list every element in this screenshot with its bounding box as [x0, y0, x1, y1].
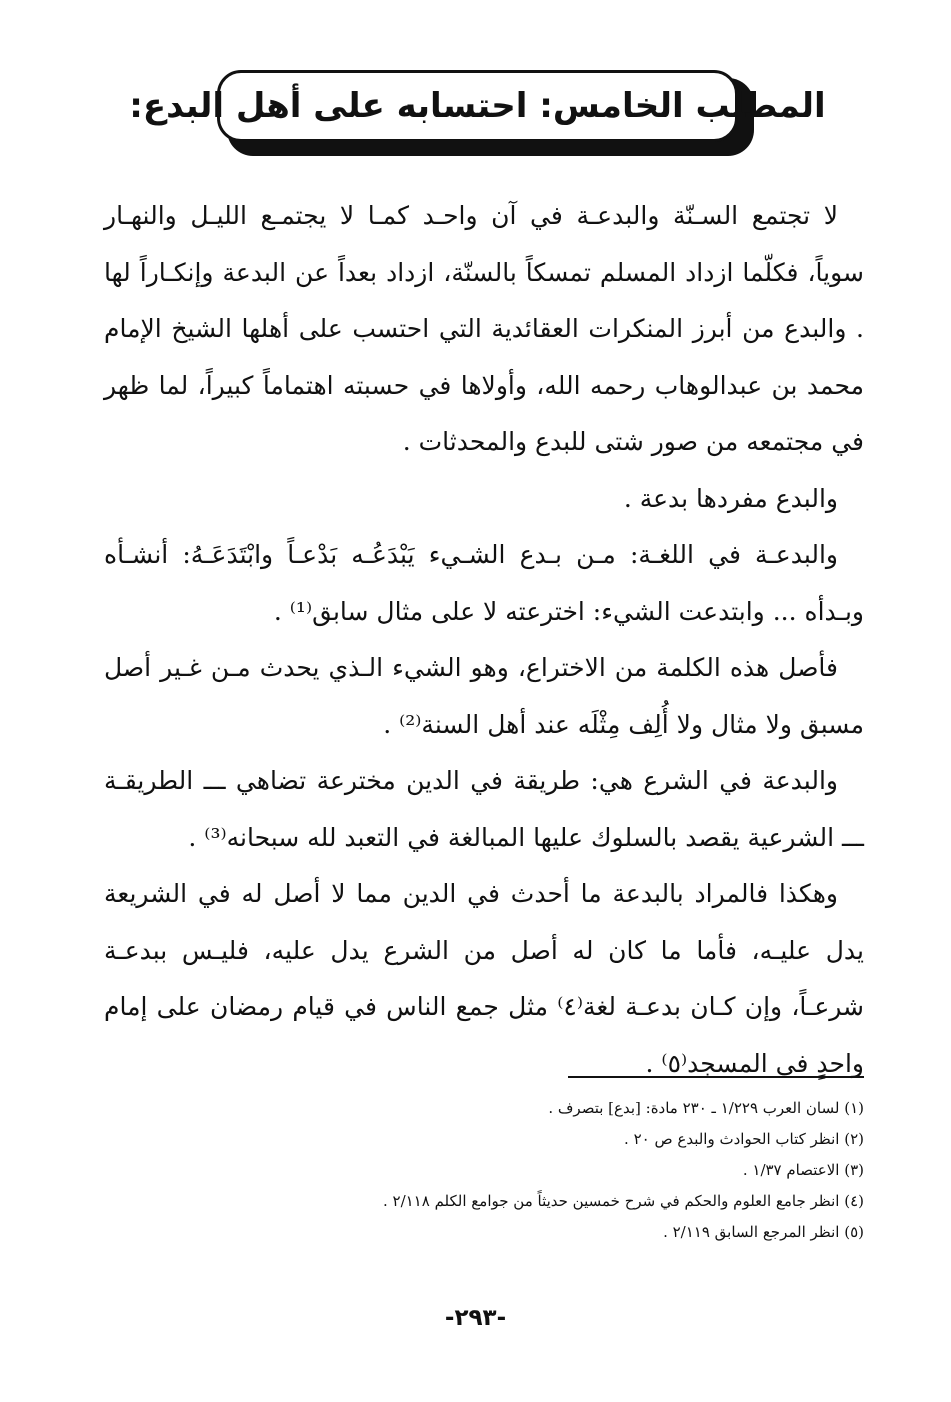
- footnote-3: (٣) الاعتصام ١/٣٧ .: [742, 1161, 864, 1179]
- footnote-4: (٤) انظر جامع العلوم والحكم في شرح خمسين حديثاً من جوامع الكلم ٢/١١٨ .: [382, 1192, 864, 1210]
- body-text: [104, 188, 864, 1092]
- paragraph-linguistic-definition: والبدعـة في اللغـة: مـن بـدع الشـيء يَبْدَعُـه بَدْعـاً وابْتَدَعَـهُ: أنشـأه وبـدأه ... وابتدعت الشيء: اخترعته لا على مثال سابق⁽¹⁾ .: [104, 540, 864, 626]
- paragraph-conclusion: وهكذا فالمراد بالبدعة ما أحدث في الدين مما لا أصل له في الشريعة يدل عليـه، فأما ما كان له أصل من الشرع يدل عليه، فليـس ببدعـة شرعـاً، وإن كـان بدعـة لغة⁽٤⁾ مثل جمع الناس في قيام رمضان على إمام واحدٍ في المسجد⁽٥⁾ .: [104, 879, 865, 1078]
- section-title: المطلب الخامس: احتسابه على أهل البدع:: [129, 86, 826, 126]
- paragraph-sharia-definition: والبدعة في الشرع هي: طريقة في الدين مخترعة تضاهي ـــ الطريقـة ـــ الشرعية يقصد بالسلوك عليها المبالغة في التعبد لله سبحانه⁽³⁾ .: [104, 766, 864, 852]
- footnote-5: (٥) انظر المرجع السابق ٢/١١٩ .: [663, 1223, 864, 1241]
- page-number: -٢٩٣-: [444, 1305, 507, 1331]
- footnote-separator: [568, 1076, 864, 1078]
- paragraph-intro: لا تجتمع السـنّة والبدعـة في آن واحـد كمـا لا يجتمـع الليـل والنهـار سوياً، فكلّما ازداد المسلم تمسكاً بالسنّة، ازداد بعداً عن البدعة وإنكـاراً لها . والبدع من أبرز المنكرات العقائدية التي احتسب على أهلها الشيخ الإمام محمد بن عبدالوهاب رحمه الله، وأولاها في حسبته اهتماماً كبيراً، لما ظهر في مجتمعه من صور شتى للبدع والمحدثات .: [104, 201, 864, 456]
- footnote-2: (٢) انظر كتاب الحوادث والبدع ص ٢٠ .: [624, 1130, 864, 1148]
- footnote-1: (١) لسان العرب ١/٢٢٩ ـ ٢٣٠ مادة: [بدع] بتصرف .: [548, 1099, 864, 1117]
- footnotes: [104, 1093, 864, 1248]
- paragraph-bid-singular: والبدع مفردها بدعة .: [623, 483, 838, 513]
- section-title-frame: [129, 70, 826, 142]
- paragraph-word-origin: فأصل هذه الكلمة من الاختراع، وهو الشيء الـذي يحدث مـن غـير أصل مسبق ولا مثال ولا أُلِف مِثْلَه عند أهل السنة⁽²⁾ .: [104, 653, 864, 739]
